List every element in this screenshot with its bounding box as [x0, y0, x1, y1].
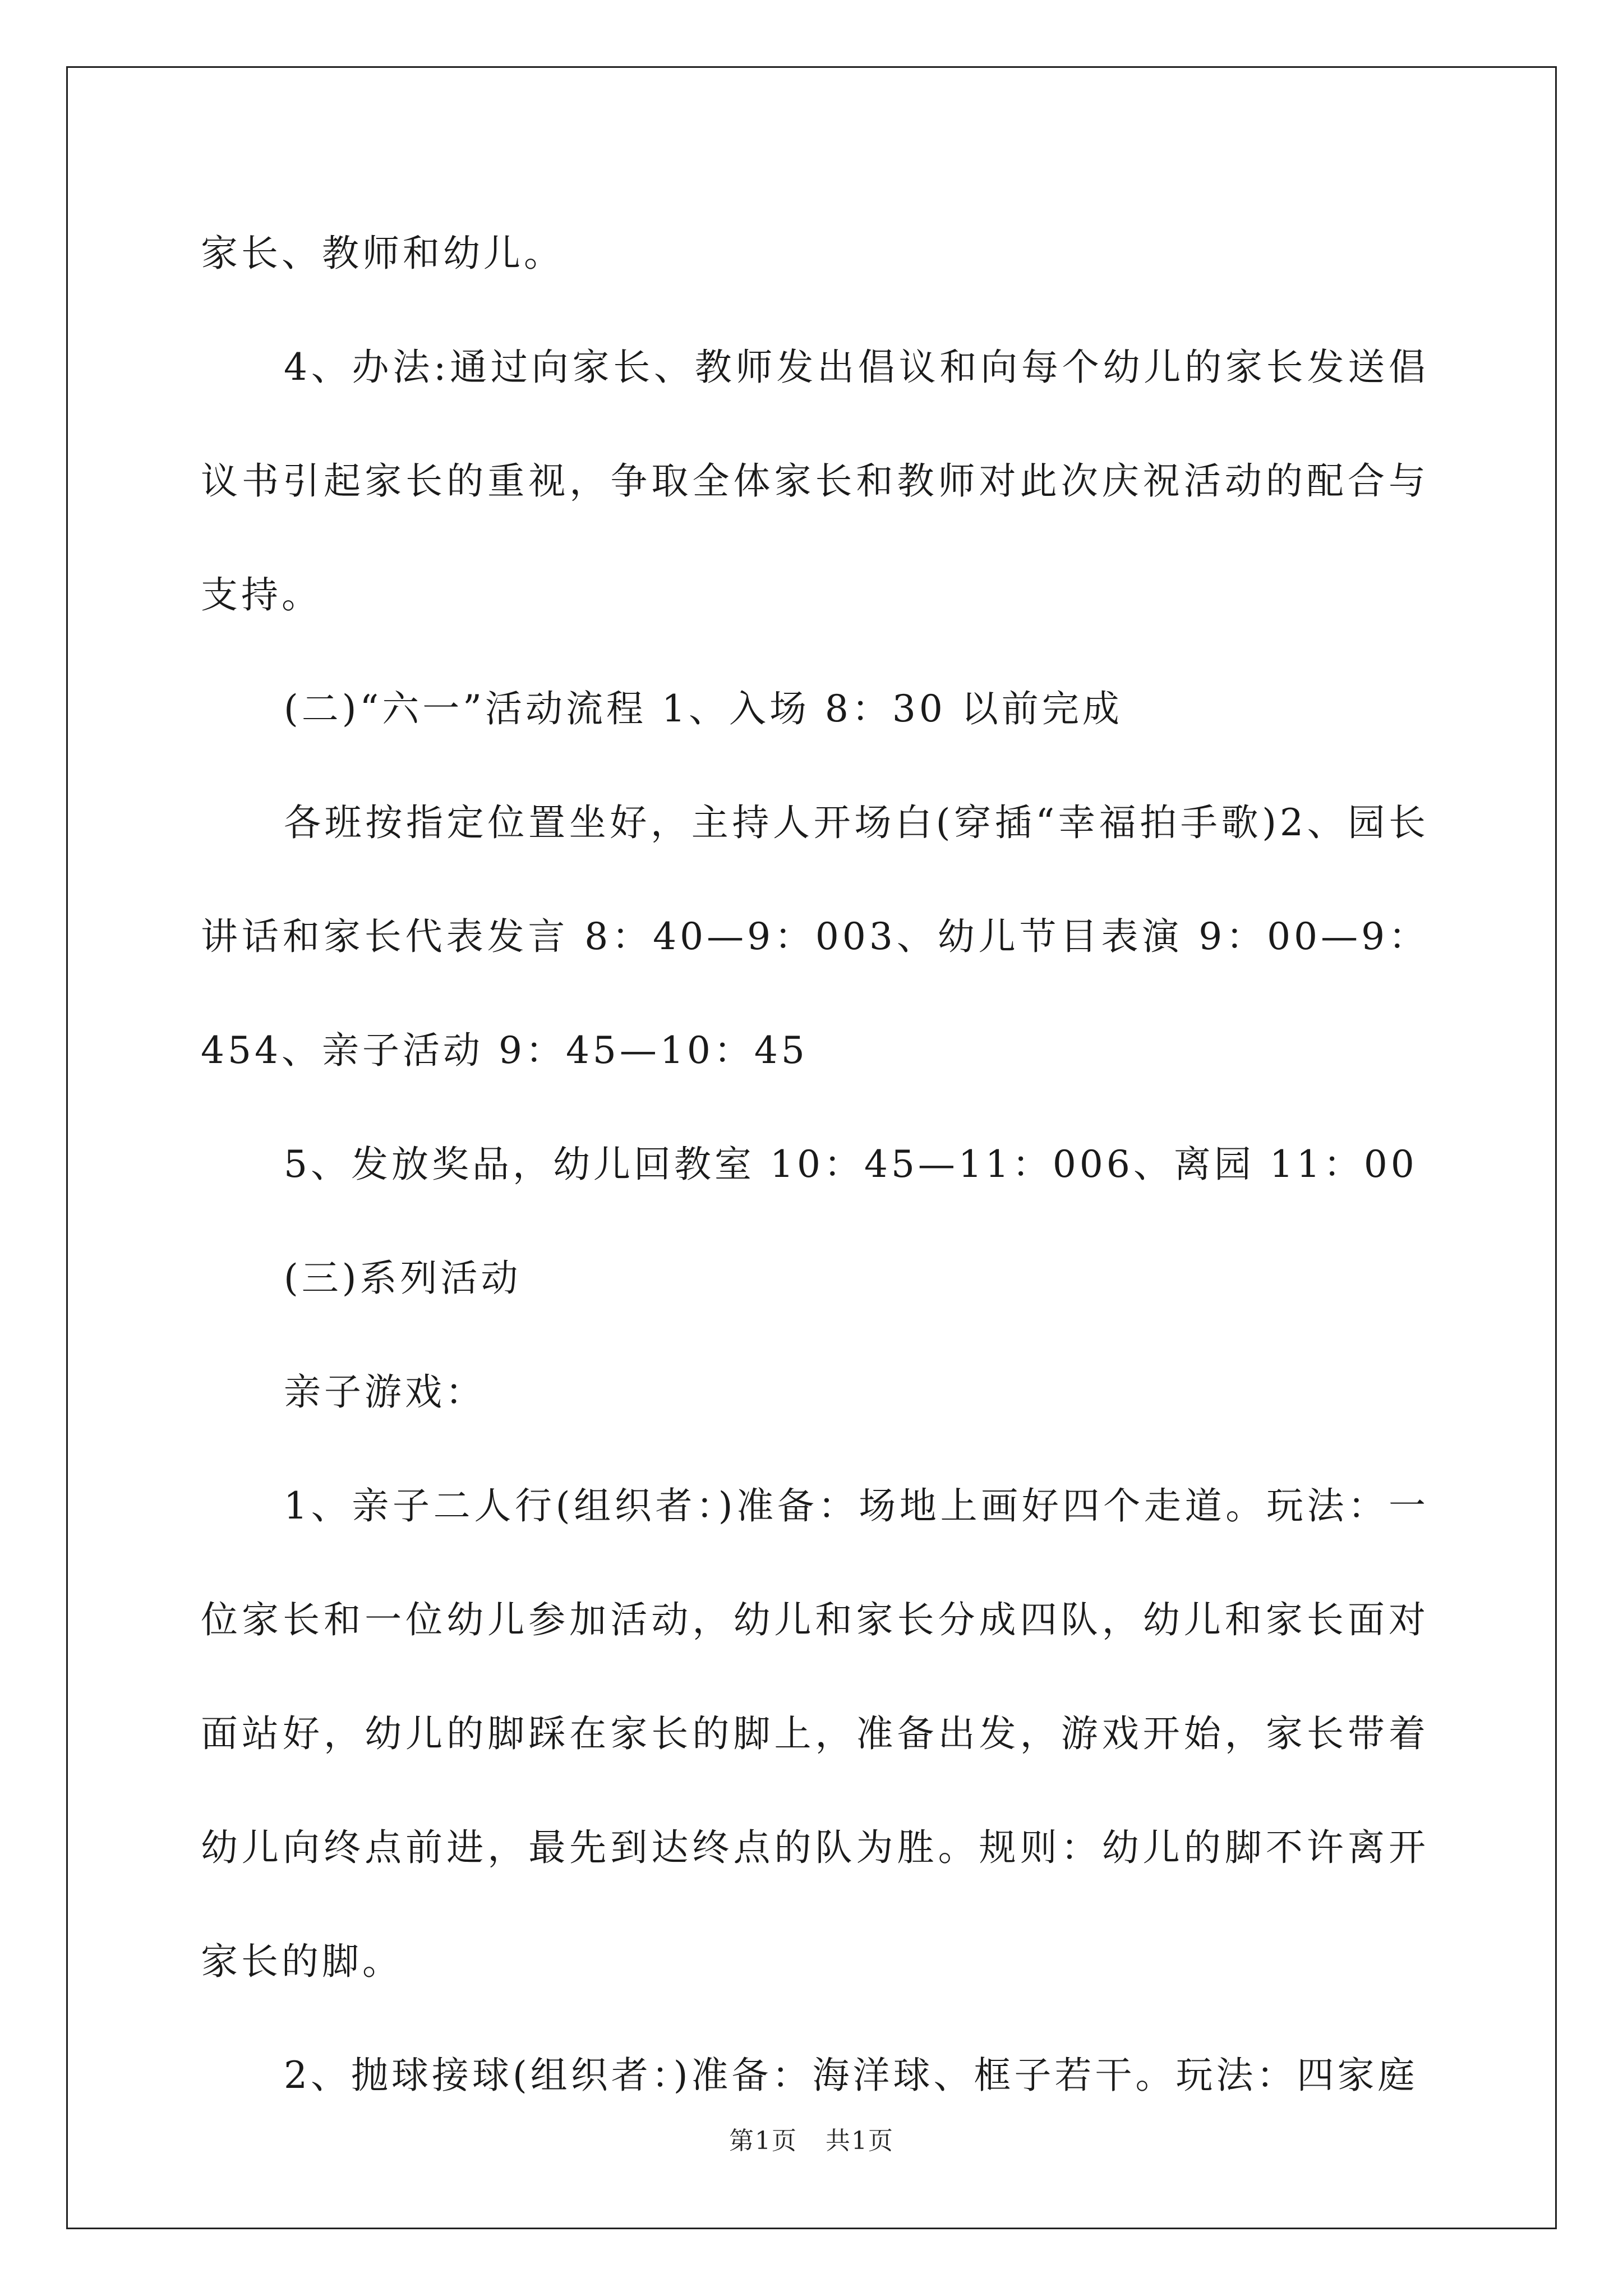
page-total: 共1页 — [826, 2127, 894, 2155]
paragraph-2: 4、办法:通过向家长、教师发出倡议和向每个幼儿的家长发送倡议书引起家长的重视，争取全体家长和教师对此次庆祝活动的配合与支持。 — [201, 346, 1429, 616]
paragraph-4: 各班按指定位置坐好，主持人开场白(穿插“幸福拍手歌)2、园长讲话和家长代表发言 8：40—9：003、幼儿节目表演 9：00—9：454、亲子活动 9：45—10：45 — [201, 801, 1429, 1072]
document-body — [201, 196, 1429, 2132]
paragraph-1: 家长、教师和幼儿。 — [201, 232, 564, 275]
paragraph-5: 5、发放奖品，幼儿回教室 10：45—11：006、离园 11：00 — [284, 1143, 1418, 1186]
paragraph-3: (二)“六一”活动流程 1、入场 8：30 以前完成 — [284, 687, 1123, 730]
paragraph-9: 2、抛球接球(组织者：)准备：海洋球、框子若干。玩法：四家庭 — [284, 2054, 1418, 2097]
page-footer — [0, 2120, 1623, 2156]
paragraph-6: (三)系列活动 — [284, 1257, 522, 1300]
page-number: 第1页 — [729, 2127, 797, 2155]
paragraph-7: 亲子游戏： — [284, 1370, 486, 1414]
paragraph-8: 1、亲子二人行(组织者：)准备：场地上画好四个走道。玩法：一位家长和一位幼儿参加活动，幼儿和家长分成四队，幼儿和家长面对面站好，幼儿的脚踩在家长的脚上，准备出发，游戏开始，家长带着幼儿向终点前进，最先到达终点的队为胜。规则：幼儿的脚不许离开家长的脚。 — [201, 1484, 1429, 1983]
